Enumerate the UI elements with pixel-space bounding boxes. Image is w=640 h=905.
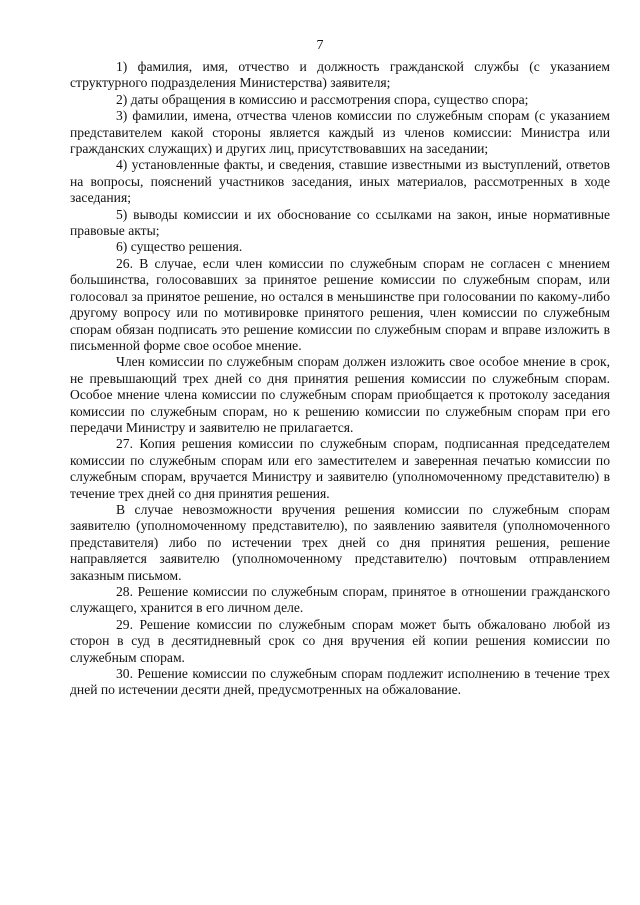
page-number: 7	[316, 38, 324, 53]
clause-27: 27. Копия решения комиссии по служебным спорам, подписанная председателем комиссии по служебным спорам или его заместителем и заверенная печатью комиссии по служебным спорам, вручается Министру и заявителю (уполномоченному представителю) в течение трех дней со дня принятия решения.	[70, 436, 610, 501]
list-item-4: 4) установленные факты, и сведения, ставшие известными из выступлений, ответов на вопросы, пояснений участников заседания, иных материалов, рассмотренных в ходе заседания;	[70, 157, 610, 206]
clause-27-paragraph-2: В случае невозможности вручения решения комиссии по служебным спорам заявителю (уполномоченному представителю), по заявлению заявителя (уполномоченного представителя) либо по истечении трех дней со дня принятия решения, решение направляется заявителю (уполномоченному представителю) почтовым отправлением заказным письмом.	[70, 501, 610, 583]
clause-26: 26. В случае, если член комиссии по служебным спорам не согласен с мнением большинства, голосовавших за принятое решение комиссии по служебным спорам, или голосовал за принятое решение, но остался в меньшинстве при голосовании по какому-либо другому вопросу или по мотивировке принятого решения, член комиссии по служебным спорам обязан подписать это решение комиссии по служебным спорам и вправе изложить в письменной форме свое особое мнение.	[70, 255, 610, 353]
list-item-5: 5) выводы комиссии и их обоснование со ссылками на закон, иные нормативные правовые акты;	[70, 206, 610, 239]
clause-28: 28. Решение комиссии по служебным спорам, принятое в отношении гражданского служащего, хранится в его личном деле.	[70, 584, 610, 616]
list-item-3: 3) фамилии, имена, отчества членов комиссии по служебным спорам (с указанием представителем какой стороны является каждый из членов комиссии: Министра или гражданских служащих) и других лиц, присутствовавших на заседании;	[70, 108, 610, 157]
document-body	[70, 59, 610, 699]
clause-29: 29. Решение комиссии по служебным спорам может быть обжаловано любой из сторон в суд в десятидневный срок со дня вручения ей копии решения комиссии по служебным спорам.	[70, 616, 610, 665]
list-item-6: 6) существо решения.	[116, 239, 243, 255]
clause-26-paragraph-2: Член комиссии по служебным спорам должен изложить свое особое мнение в срок, не превышающий трех дней со дня принятия решения комиссии по служебным спорам. Особое мнение члена комиссии по служебным спорам приобщается к протоколу заседания комиссии по служебным спорам, но к решению комиссии по служебным спорам при его передачи Министру и заявителю не прилагается.	[70, 354, 610, 435]
clause-30: 30. Решение комиссии по служебным спорам подлежит исполнению в течение трех дней по истечении десяти дней, предусмотренных на обжалование.	[70, 666, 610, 698]
list-item-1: 1) фамилия, имя, отчество и должность гражданской службы (с указанием структурного подразделения Министерства) заявителя;	[70, 59, 610, 91]
list-item-2: 2) даты обращения в комиссию и рассмотрения спора, существо спора;	[116, 91, 529, 107]
